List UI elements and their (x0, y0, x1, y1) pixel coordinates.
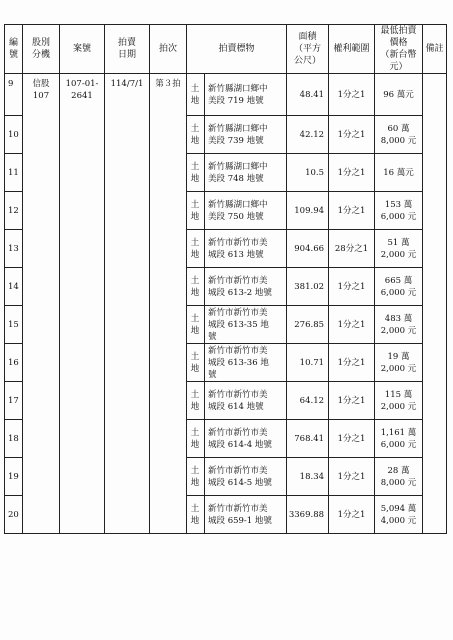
header-area: 面積 （平方 公尺） (287, 25, 329, 74)
area-cell: 64.12 (287, 382, 329, 420)
rights-cell: 1分之1 (329, 192, 375, 230)
lot-cell: 新竹市新竹市美 城段 613-35 地 號 (205, 306, 287, 344)
header-row (5, 25, 447, 74)
land-type-cell: 土 地 (187, 268, 205, 306)
area-cell: 768.41 (287, 420, 329, 458)
area-cell: 42.12 (287, 116, 329, 154)
header-case-no: 案號 (60, 25, 105, 74)
row-number: 12 (5, 192, 23, 230)
land-type-cell: 土 地 (187, 74, 205, 116)
lot-cell: 新竹市新竹市美 城段 613 地號 (205, 230, 287, 268)
area-cell: 48.41 (287, 74, 329, 116)
rights-cell: 1分之1 (329, 74, 375, 116)
land-type-cell: 土 地 (187, 458, 205, 496)
row-number: 10 (5, 116, 23, 154)
header-rights: 權利範圍 (329, 25, 375, 74)
price-cell: 60 萬 8,000 元 (375, 116, 423, 154)
rights-cell: 1分之1 (329, 116, 375, 154)
land-type-cell: 土 地 (187, 154, 205, 192)
row-number: 11 (5, 154, 23, 192)
table-body (5, 74, 447, 534)
area-cell: 10.71 (287, 344, 329, 382)
branch-cell: 信股 107 (23, 74, 60, 534)
lot-cell: 新竹市新竹市美 城段 613-36 地 號 (205, 344, 287, 382)
header-round: 拍次 (150, 25, 187, 74)
area-cell: 3369.88 (287, 496, 329, 534)
area-cell: 276.85 (287, 306, 329, 344)
price-cell: 19 萬 2,000 元 (375, 344, 423, 382)
land-type-cell: 土 地 (187, 192, 205, 230)
price-cell: 16 萬元 (375, 154, 423, 192)
header-auction-date: 拍賣 日期 (105, 25, 150, 74)
land-type-cell: 土 地 (187, 344, 205, 382)
lot-cell: 新竹市新竹市美 城段 614-5 地號 (205, 458, 287, 496)
row-number: 13 (5, 230, 23, 268)
land-type-cell: 土 地 (187, 230, 205, 268)
rights-cell: 1分之1 (329, 496, 375, 534)
rights-cell: 1分之1 (329, 382, 375, 420)
remarks-cell (423, 74, 447, 534)
price-cell: 115 萬 2,000 元 (375, 382, 423, 420)
row-number: 20 (5, 496, 23, 534)
rights-cell: 1分之1 (329, 458, 375, 496)
row-number: 14 (5, 268, 23, 306)
lot-cell: 新竹市新竹市美 城段 613-2 地號 (205, 268, 287, 306)
auction-table (4, 24, 447, 534)
row-number: 16 (5, 344, 23, 382)
land-type-cell: 土 地 (187, 420, 205, 458)
case-number-cell: 107-01- 2641 (60, 74, 105, 534)
lot-cell: 新竹縣湖口鄉中 美段 748 地號 (205, 154, 287, 192)
land-type-cell: 土 地 (187, 496, 205, 534)
row-number: 15 (5, 306, 23, 344)
lot-cell: 新竹縣湖口鄉中 美段 719 地號 (205, 74, 287, 116)
lot-cell: 新竹縣湖口鄉中 美段 739 地號 (205, 116, 287, 154)
rights-cell: 1分之1 (329, 420, 375, 458)
price-cell: 483 萬 2,000 元 (375, 306, 423, 344)
lot-cell: 新竹縣湖口鄉中 美段 750 地號 (205, 192, 287, 230)
area-cell: 10.5 (287, 154, 329, 192)
rights-cell: 1分之1 (329, 154, 375, 192)
row-number: 19 (5, 458, 23, 496)
area-cell: 18.34 (287, 458, 329, 496)
area-cell: 904.66 (287, 230, 329, 268)
land-type-cell: 土 地 (187, 382, 205, 420)
area-cell: 381.02 (287, 268, 329, 306)
price-cell: 5,094 萬 4,000 元 (375, 496, 423, 534)
rights-cell: 1分之1 (329, 306, 375, 344)
header-remarks: 備註 (423, 25, 447, 74)
rights-cell: 28分之1 (329, 230, 375, 268)
rights-cell: 1分之1 (329, 268, 375, 306)
row-number: 18 (5, 420, 23, 458)
price-cell: 96 萬元 (375, 74, 423, 116)
header-branch: 股別 分機 (23, 25, 60, 74)
area-cell: 109.94 (287, 192, 329, 230)
row-number: 9 (5, 74, 23, 116)
price-cell: 153 萬 6,000 元 (375, 192, 423, 230)
price-cell: 51 萬 2,000 元 (375, 230, 423, 268)
row-number: 17 (5, 382, 23, 420)
header-min-price: 最低拍賣 價格 （新台幣元） (375, 25, 423, 74)
price-cell: 28 萬 8,000 元 (375, 458, 423, 496)
rights-cell: 1分之1 (329, 344, 375, 382)
land-type-cell: 土 地 (187, 116, 205, 154)
price-cell: 1,161 萬 6,000 元 (375, 420, 423, 458)
lot-cell: 新竹市新竹市美 城段 659-1 地號 (205, 496, 287, 534)
lot-cell: 新竹市新竹市美 城段 614 地號 (205, 382, 287, 420)
header-no: 編 號 (5, 25, 23, 74)
lot-cell: 新竹市新竹市美 城段 614-4 地號 (205, 420, 287, 458)
price-cell: 665 萬 6,000 元 (375, 268, 423, 306)
table-row (5, 74, 447, 116)
land-type-cell: 土 地 (187, 306, 205, 344)
round-cell: 第３拍 (150, 74, 187, 534)
auction-date-cell: 114/7/1 (105, 74, 150, 534)
header-subject: 拍賣標物 (187, 25, 287, 74)
